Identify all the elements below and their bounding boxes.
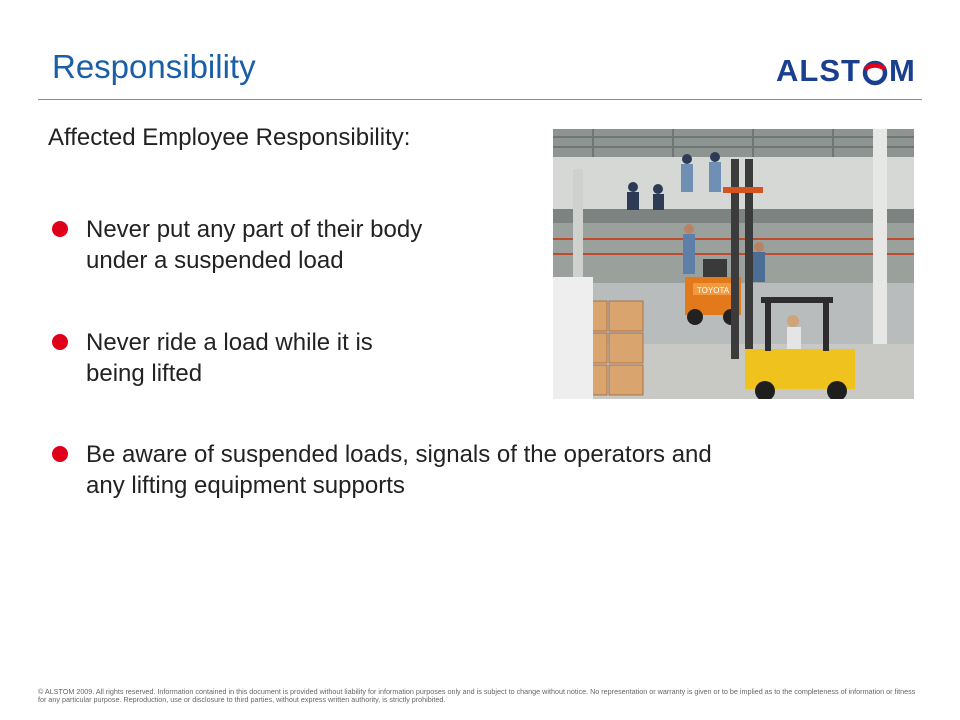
bullet-item	[86, 214, 422, 276]
logo-o-icon	[862, 58, 888, 84]
slide-title: Responsibility	[52, 48, 256, 85]
copyright-footer: © ALSTOM 2009. All rights reserved. Information contained in this document is provided without liability for information purposes only and is subject to change without notice. No representation or warranty is given or to be implied as to the completeness of information or fitness for any particular purpose. Reproduction, use or disclosure to third parties, without express written authority, is strictly prohibited.	[38, 687, 916, 704]
bullet-dot	[52, 334, 68, 350]
forklift-label: TOYOTA	[696, 286, 730, 295]
bullet-line: any lifting equipment supports	[86, 472, 405, 499]
bullet-line: under a suspended load	[86, 247, 344, 274]
alstom-logo	[776, 53, 916, 88]
bullet-item	[86, 439, 712, 501]
bullet-line: Be aware of suspended loads, signals of the operators and	[86, 441, 712, 468]
logo-text-part1: ALST	[776, 53, 861, 88]
bullet-line: being lifted	[86, 360, 203, 387]
bullet-dot	[52, 446, 68, 462]
bullet-dot	[52, 221, 68, 237]
logo-text-part2: M	[888, 53, 916, 88]
forklift-photo	[553, 129, 914, 399]
bullet-line: Never put any part of their body	[86, 216, 423, 243]
subheading: Affected Employee Responsibility:	[48, 124, 411, 151]
bullet-line: Never ride a load while it is	[86, 329, 373, 356]
bullet-item	[86, 327, 373, 389]
header-divider	[38, 99, 922, 100]
